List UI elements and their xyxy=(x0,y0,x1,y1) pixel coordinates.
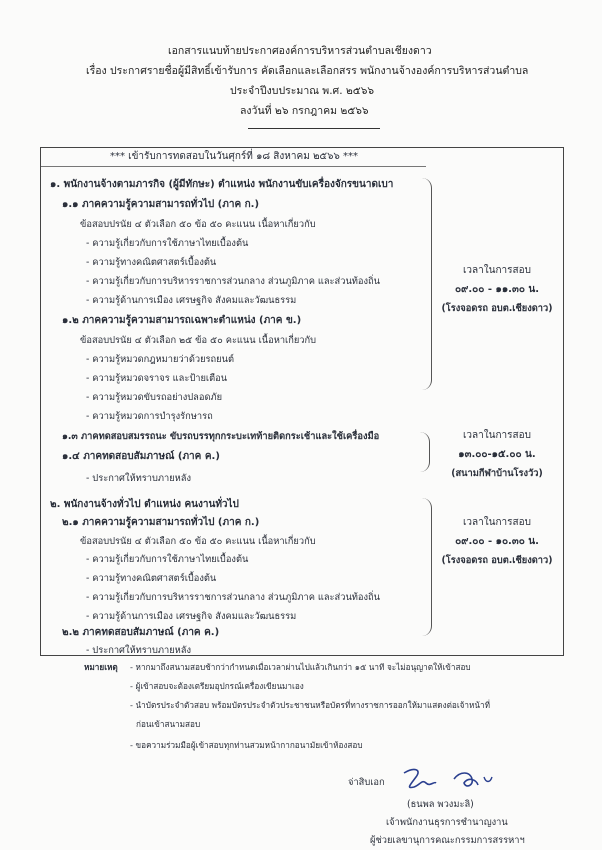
schedule-label: เวลาในการสอบ xyxy=(463,517,531,528)
section-2-1-desc: ข้อสอบปรนัย ๔ ตัวเลือก ๕๐ ข้อ ๕๐ คะแนน เนื้อหาเกี่ยวกับ xyxy=(80,536,316,547)
note-item-continued: ก่อนเข้าสนามสอบ xyxy=(136,719,201,729)
position2-title: ๒. พนักงานจ้างทั่วไป ตำแหน่ง คนงานทั่วไป xyxy=(50,499,239,510)
brace-performance xyxy=(420,432,430,472)
signature-prefix: จ่าสิบเอก xyxy=(348,777,385,788)
schedule-place: (โรงจอดรถ อบต.เชียงดาว) xyxy=(441,555,553,566)
section-1-2-item: - ความรู้หมวดกฎหมายว่าด้วยรถยนต์ xyxy=(86,354,235,365)
note-item: - นำบัตรประจำตัวสอบ พร้อมบัตรประจำตัวประชาชนหรือบัตรที่ทางราชการออกให้มาแสดงต่อเจ้าหน้าที่ xyxy=(130,700,491,710)
section-2-2-item: - ประกาศให้ทราบภายหลัง xyxy=(86,645,192,656)
section-1-4-item: - ประกาศให้ทราบภายหลัง xyxy=(86,473,192,484)
exam-day-banner: *** เข้ารับการทดสอบในวันศุกร์ที่ ๑๘ สิงหาคม ๒๕๖๖ *** xyxy=(110,151,358,162)
schedule-place: (สนามกีฬาบ้านโรงวัว) xyxy=(451,468,543,479)
section-1-2-title: ๑.๒ ภาคความรู้ความสามารถเฉพาะตำแหน่ง (ภาค ข.) xyxy=(62,315,302,326)
section-1-1-item: - ความรู้เกี่ยวกับการบริหารราชการส่วนกลาง ส่วนภูมิภาค และส่วนท้องถิ่น xyxy=(86,276,381,287)
section-1-1-desc: ข้อสอบปรนัย ๔ ตัวเลือก ๕๐ ข้อ ๕๐ คะแนน เนื้อหาเกี่ยวกับ xyxy=(80,219,316,230)
section-2-1-title: ๒.๑ ภาคความรู้ความสามารถทั่วไป (ภาค ก.) xyxy=(62,517,260,528)
section-1-1-title: ๑.๑ ภาคความรู้ความสามารถทั่วไป (ภาค ก.) xyxy=(62,199,260,210)
schedule-time: ๑๓.๐๐-๑๕.๐๐ น. xyxy=(458,449,536,460)
note-item: - หากมาถึงสนามสอบช้ากว่ากำหนดเมื่อเวลาผ่านไปแล้วเกินกว่า ๑๕ นาที จะไม่อนุญาตให้เข้าสอบ xyxy=(130,662,471,672)
section-2-1-item: - ความรู้ทางคณิตศาสตร์เบื้องต้น xyxy=(86,573,217,584)
handwritten-signature xyxy=(400,765,500,800)
schedule-label: เวลาในการสอบ xyxy=(463,265,531,276)
note-item: - ขอความร่วมมือผู้เข้าสอบทุกท่านสวมหน้ากากอนามัยเข้าห้องสอบ xyxy=(130,740,363,750)
section-2-1-item: - ความรู้เกี่ยวกับการใช้ภาษาไทยเบื้องต้น xyxy=(86,554,249,565)
header-title: เอกสารแนบท้ายประกาศองค์การบริหารส่วนตำบลเชียงดาว xyxy=(168,45,432,57)
header-date: ลงวันที่ ๒๖ กรกฎาคม ๒๕๖๖ xyxy=(240,105,369,117)
section-1-4-title: ๑.๔ ภาคทดสอบสัมภาษณ์ (ภาค ค.) xyxy=(62,451,220,462)
signer-name: (ธนพล พวงมะลิ) xyxy=(407,799,474,810)
header-underline xyxy=(248,128,380,129)
section-1-1-item: - ความรู้เกี่ยวกับการใช้ภาษาไทยเบื้องต้น xyxy=(86,238,249,249)
section-2-1-item: - ความรู้ด้านการเมือง เศรษฐกิจ สังคมและวัฒนธรรม xyxy=(86,611,297,622)
section-1-3-title: ๑.๓ ภาคทดสอบสมรรถนะ ขับรถบรรทุกกระบะเทท้ายติดกระเช้าและใช้เครื่องมือ xyxy=(62,431,380,442)
position1-title: ๑. พนักงานจ้างตามภารกิจ (ผู้มีทักษะ) ตำแหน่ง พนักงานขับเครื่องจักรขนาดเบา xyxy=(50,179,394,190)
section-1-2-item: - ความรู้หมวดการบำรุงรักษารถ xyxy=(86,411,213,422)
section-1-1-item: - ความรู้ทางคณิตศาสตร์เบื้องต้น xyxy=(86,257,217,268)
schedule-time: ๐๙.๐๐ - ๑๐.๓๐ น. xyxy=(455,536,539,547)
notes-label: หมายเหตุ xyxy=(84,662,118,672)
section-1-2-item: - ความรู้หมวดจราจร และป้ายเตือน xyxy=(86,373,228,384)
signer-position: เจ้าพนักงานธุรการชำนาญงาน xyxy=(386,817,508,828)
schedule-time: ๐๙.๐๐ - ๑๑.๓๐ น. xyxy=(454,284,540,295)
section-1-2-item: - ความรู้หมวดขับรถอย่างปลอดภัย xyxy=(86,392,223,403)
row-divider xyxy=(41,166,426,167)
note-item: - ผู้เข้าสอบจะต้องเตรียมอุปกรณ์เครื่องเขียนมาเอง xyxy=(130,681,304,691)
brace-position2 xyxy=(418,498,432,636)
header-subject: เรื่อง ประกาศรายชื่อผู้มีสิทธิ์เข้ารับการ คัดเลือกและเลือกสรร พนักงานจ้างองค์การบริหารส่วนตำบล xyxy=(86,65,529,77)
section-2-1-item: - ความรู้เกี่ยวกับการบริหารราชการส่วนกลาง ส่วนภูมิภาค และส่วนท้องถิ่น xyxy=(86,592,381,603)
section-1-1-item: - ความรู้ด้านการเมือง เศรษฐกิจ สังคมและวัฒนธรรม xyxy=(86,295,297,306)
signer-committee-role: ผู้ช่วยเลขานุการคณะกรรมการสรรหาฯ xyxy=(370,835,525,846)
section-1-2-desc: ข้อสอบปรนัย ๔ ตัวเลือก ๒๕ ข้อ ๕๐ คะแนน เนื้อหาเกี่ยวกับ xyxy=(80,335,317,346)
header-fiscal-year: ประจำปีงบประมาณ พ.ศ. ๒๕๖๖ xyxy=(230,85,375,97)
schedule-place: (โรงจอดรถ อบต.เชียงดาว) xyxy=(441,303,553,314)
section-2-2-title: ๒.๒ ภาคทดสอบสัมภาษณ์ (ภาค ค.) xyxy=(62,627,220,638)
brace-position1 xyxy=(418,178,432,390)
schedule-label: เวลาในการสอบ xyxy=(463,430,531,441)
